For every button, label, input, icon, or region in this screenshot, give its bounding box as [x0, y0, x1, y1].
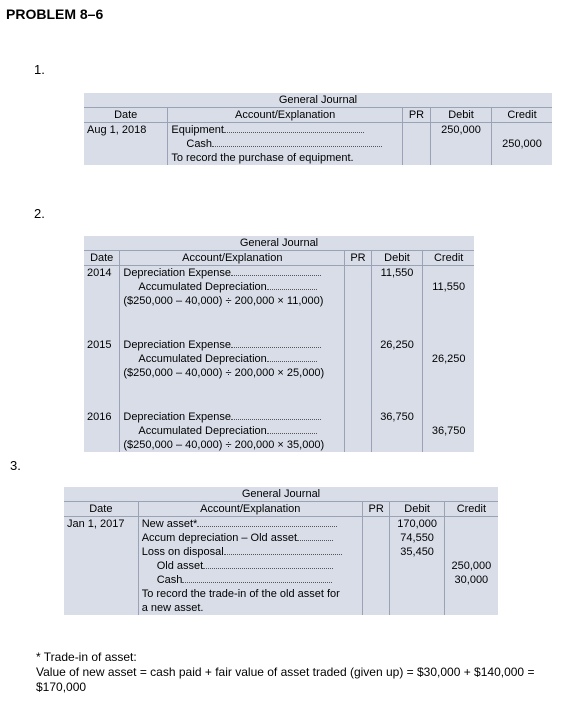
- credit-value: 250,000: [444, 559, 498, 573]
- col-account: Account/Explanation: [120, 251, 345, 266]
- col-credit: Credit: [444, 502, 498, 517]
- account-name: Loss on disposal: [141, 546, 224, 558]
- table-row: [84, 410, 474, 424]
- entry-year: 2015: [84, 338, 120, 352]
- journal-1-heading: General Journal: [84, 93, 552, 108]
- journal-2-heading: General Journal: [84, 236, 474, 251]
- debit-value: 35,450: [390, 545, 444, 559]
- entry-date: Jan 1, 2017: [64, 517, 138, 532]
- table-row: [64, 517, 498, 532]
- debit-value: 170,000: [390, 517, 444, 532]
- problem-number-1: 1.: [34, 62, 45, 77]
- table-row: [84, 266, 474, 281]
- col-pr: PR: [362, 502, 390, 517]
- debit-value: 11,550: [371, 266, 423, 281]
- trade-in-note: [36, 650, 576, 695]
- col-account: Account/Explanation: [168, 108, 403, 123]
- col-pr: PR: [345, 251, 371, 266]
- account-name: Depreciation Expense: [123, 411, 231, 423]
- entry-year: 2014: [84, 266, 120, 281]
- note-heading: * Trade-in of asset:: [36, 650, 137, 664]
- table-row: [84, 338, 474, 352]
- table-row: [84, 137, 552, 151]
- problem-number-3: 3.: [10, 458, 21, 473]
- account-name: Cash: [186, 138, 213, 150]
- credit-value: 36,750: [423, 424, 474, 438]
- table-row: [84, 280, 474, 294]
- table-row: [64, 559, 498, 573]
- journal-1: [84, 93, 552, 165]
- account-name: Accumulated Depreciation: [138, 281, 267, 293]
- calculation: ($250,000 – 40,000) ÷ 200,000 × 25,000): [120, 366, 345, 380]
- explanation: To record the trade-in of the old asset for: [138, 587, 362, 601]
- entry-year: 2016: [84, 410, 120, 424]
- col-date: Date: [84, 251, 120, 266]
- table-row: [64, 531, 498, 545]
- table-row: [84, 294, 474, 308]
- explanation: To record the purchase of equipment.: [168, 151, 403, 165]
- table-row: [84, 438, 474, 452]
- journal-2: [84, 236, 474, 452]
- credit-value: 250,000: [492, 137, 553, 151]
- col-pr: PR: [402, 108, 430, 123]
- col-date: Date: [64, 502, 138, 517]
- credit-value: 11,550: [423, 280, 474, 294]
- table-row: [64, 545, 498, 559]
- page-title: PROBLEM 8–6: [6, 6, 104, 22]
- table-row: [84, 352, 474, 366]
- table-row: [84, 424, 474, 438]
- journal-3: [64, 487, 498, 615]
- table-row: [84, 123, 552, 138]
- account-name: Cash: [156, 574, 183, 586]
- col-debit: Debit: [371, 251, 423, 266]
- account-name: Equipment: [171, 124, 224, 136]
- calculation: ($250,000 – 40,000) ÷ 200,000 × 11,000): [120, 294, 345, 308]
- account-name: Depreciation Expense: [123, 339, 231, 351]
- account-name: Depreciation Expense: [123, 267, 231, 279]
- journal-3-heading: General Journal: [64, 487, 498, 502]
- col-date: Date: [84, 108, 168, 123]
- calculation: ($250,000 – 40,000) ÷ 200,000 × 35,000): [120, 438, 345, 452]
- note-formula: Value of new asset = cash paid + fair value of asset traded (given up) = $30,000 + $140,000 = $170,000: [36, 665, 535, 694]
- col-debit: Debit: [431, 108, 492, 123]
- explanation: a new asset.: [138, 601, 362, 615]
- table-row: [64, 601, 498, 615]
- debit-value: 74,550: [390, 531, 444, 545]
- account-name: Accum depreciation – Old asset: [141, 532, 298, 544]
- col-debit: Debit: [390, 502, 444, 517]
- table-row: [64, 587, 498, 601]
- debit-value: 36,750: [371, 410, 423, 424]
- account-name: Accumulated Depreciation: [138, 425, 267, 437]
- debit-value: 250,000: [431, 123, 492, 138]
- problem-number-2: 2.: [34, 206, 45, 221]
- account-name: Old asset: [156, 560, 204, 572]
- col-credit: Credit: [423, 251, 474, 266]
- table-row: [84, 366, 474, 380]
- credit-value: 30,000: [444, 573, 498, 587]
- credit-value: 26,250: [423, 352, 474, 366]
- entry-date: Aug 1, 2018: [84, 123, 168, 138]
- table-row: [64, 573, 498, 587]
- account-name: New asset*: [141, 518, 198, 530]
- col-credit: Credit: [492, 108, 553, 123]
- debit-value: 26,250: [371, 338, 423, 352]
- account-name: Accumulated Depreciation: [138, 353, 267, 365]
- table-row: [84, 151, 552, 165]
- col-account: Account/Explanation: [138, 502, 362, 517]
